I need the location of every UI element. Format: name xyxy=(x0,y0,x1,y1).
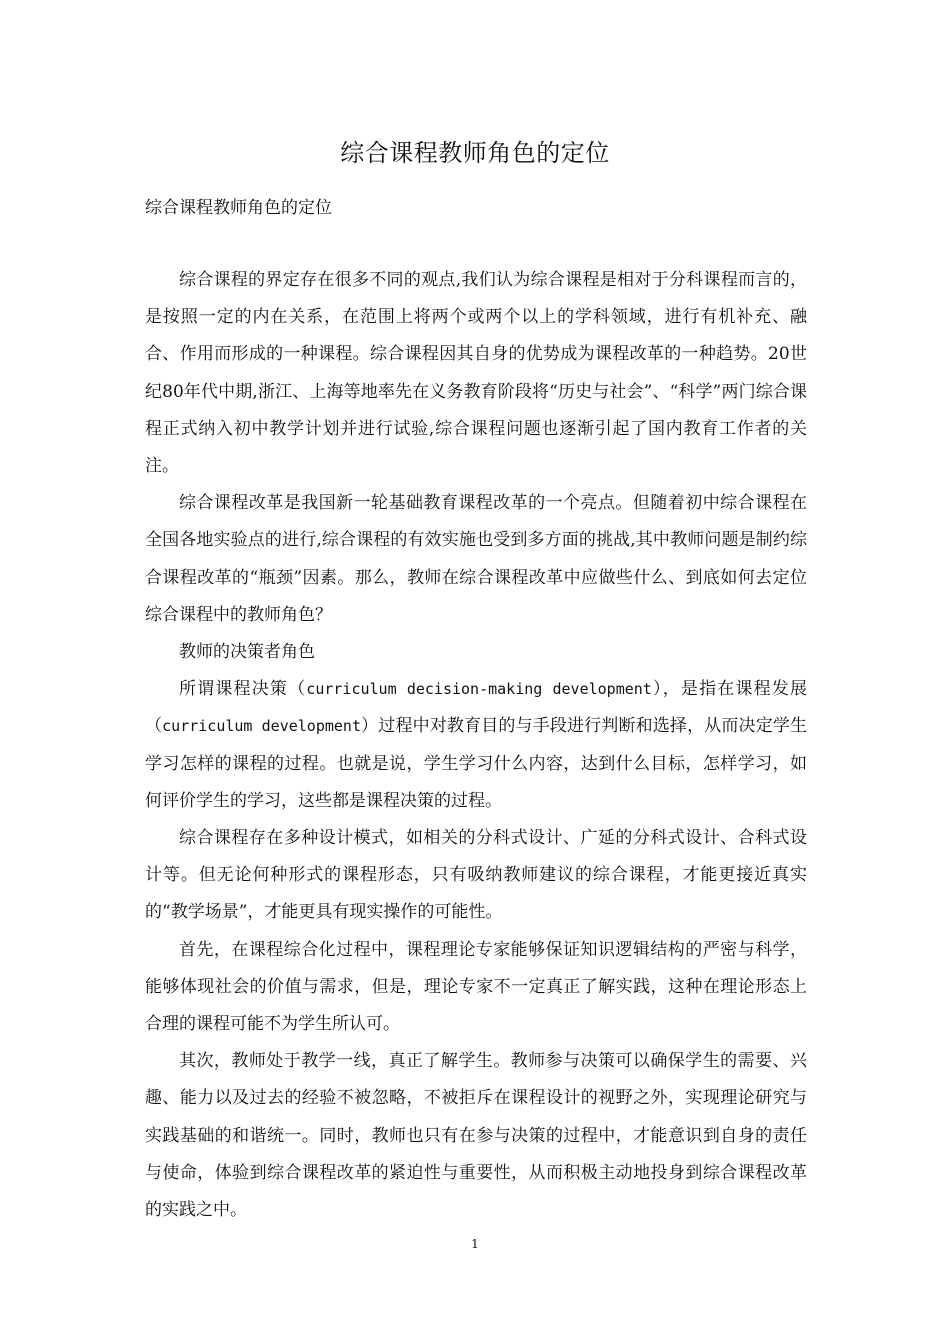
paragraph-2: 综合课程改革是我国新一轮基础教育课程改革的一个亮点。但随着初中综合课程在全国各地实验点的进行,综合课程的有效实施也受到多方面的挑战,其中教师问题是制约综合课程改革的“瓶颈”因素。那么，教师在综合课程改革中应做些什么、到底如何去定位综合课程中的教师角色？ xyxy=(145,493,807,625)
decision-term-2: curriculum development xyxy=(162,717,361,736)
paragraph-curriculum-decision xyxy=(145,671,807,820)
document-title: 综合课程教师角色的定位 xyxy=(340,139,610,167)
page-number: 1 xyxy=(471,1237,479,1251)
section-heading-decision-maker: 教师的决策者角色 xyxy=(179,642,315,663)
paragraph-first: 首先，在课程综合化过程中，课程理论专家能够保证知识逻辑结构的严密与科学，能够体现社会的价值与需求，但是，理论专家不一定真正了解实践，这种在理论形态上合理的课程可能不为学生所认可。 xyxy=(145,939,807,1035)
decision-term-1: curriculum decision-making development xyxy=(306,680,652,699)
document-subtitle: 综合课程教师角色的定位 xyxy=(145,198,332,218)
decision-text-part2: ），是指在课程发展（ xyxy=(145,679,808,737)
decision-text-part3: ）过程中对教育目的与手段进行判断和选择，从而决定学生学习怎样的课程的过程。也就是说，学生学习什么内容，达到什么目标，怎样学习，如何评价学生的学习，这些都是课程决策的过程。 xyxy=(145,716,808,811)
paragraph-design-models: 综合课程存在多种设计模式，如相关的分科式设计、广延的分科式设计、合科式设计等。但无论何种形式的课程形态，只有吸纳教师建议的综合课程，才能更接近真实的“教学场景”，才能更具有现实操作的可能性。 xyxy=(145,828,807,923)
paragraph-1: 综合课程的界定存在很多不同的观点,我们认为综合课程是相对于分科课程而言的，是按照一定的内在关系，在范围上将两个或两个以上的学科领域，进行有机补充、融合、作用而形成的一种课程。综合课程因其自身的优势成为课程改革的一种趋势。20世纪80年代中期,浙江、上海等地率先在义务教育阶段将“历史与社会”、“科学”两门综合课程正式纳入初中教学计划并进行试验,综合课程问题也逐渐引起了国内教育工作者的关注。 xyxy=(145,270,807,477)
document-body xyxy=(145,262,807,1229)
paragraph-second: 其次，教师处于教学一线，真正了解学生。教师参与决策可以确保学生的需要、兴趣、能力以及过去的经验不被忽略，不被拒斥在课程设计的视野之外，实现理论研究与实践基础的和谐统一。同时，教师也只有在参与决策的过程中，才能意识到自身的责任与使命，体验到综合课程改革的紧迫性与重要性，从而积极主动地投身到综合课程改革的实践之中。 xyxy=(145,1051,807,1221)
decision-text-part1: 所谓课程决策（ xyxy=(179,679,307,700)
